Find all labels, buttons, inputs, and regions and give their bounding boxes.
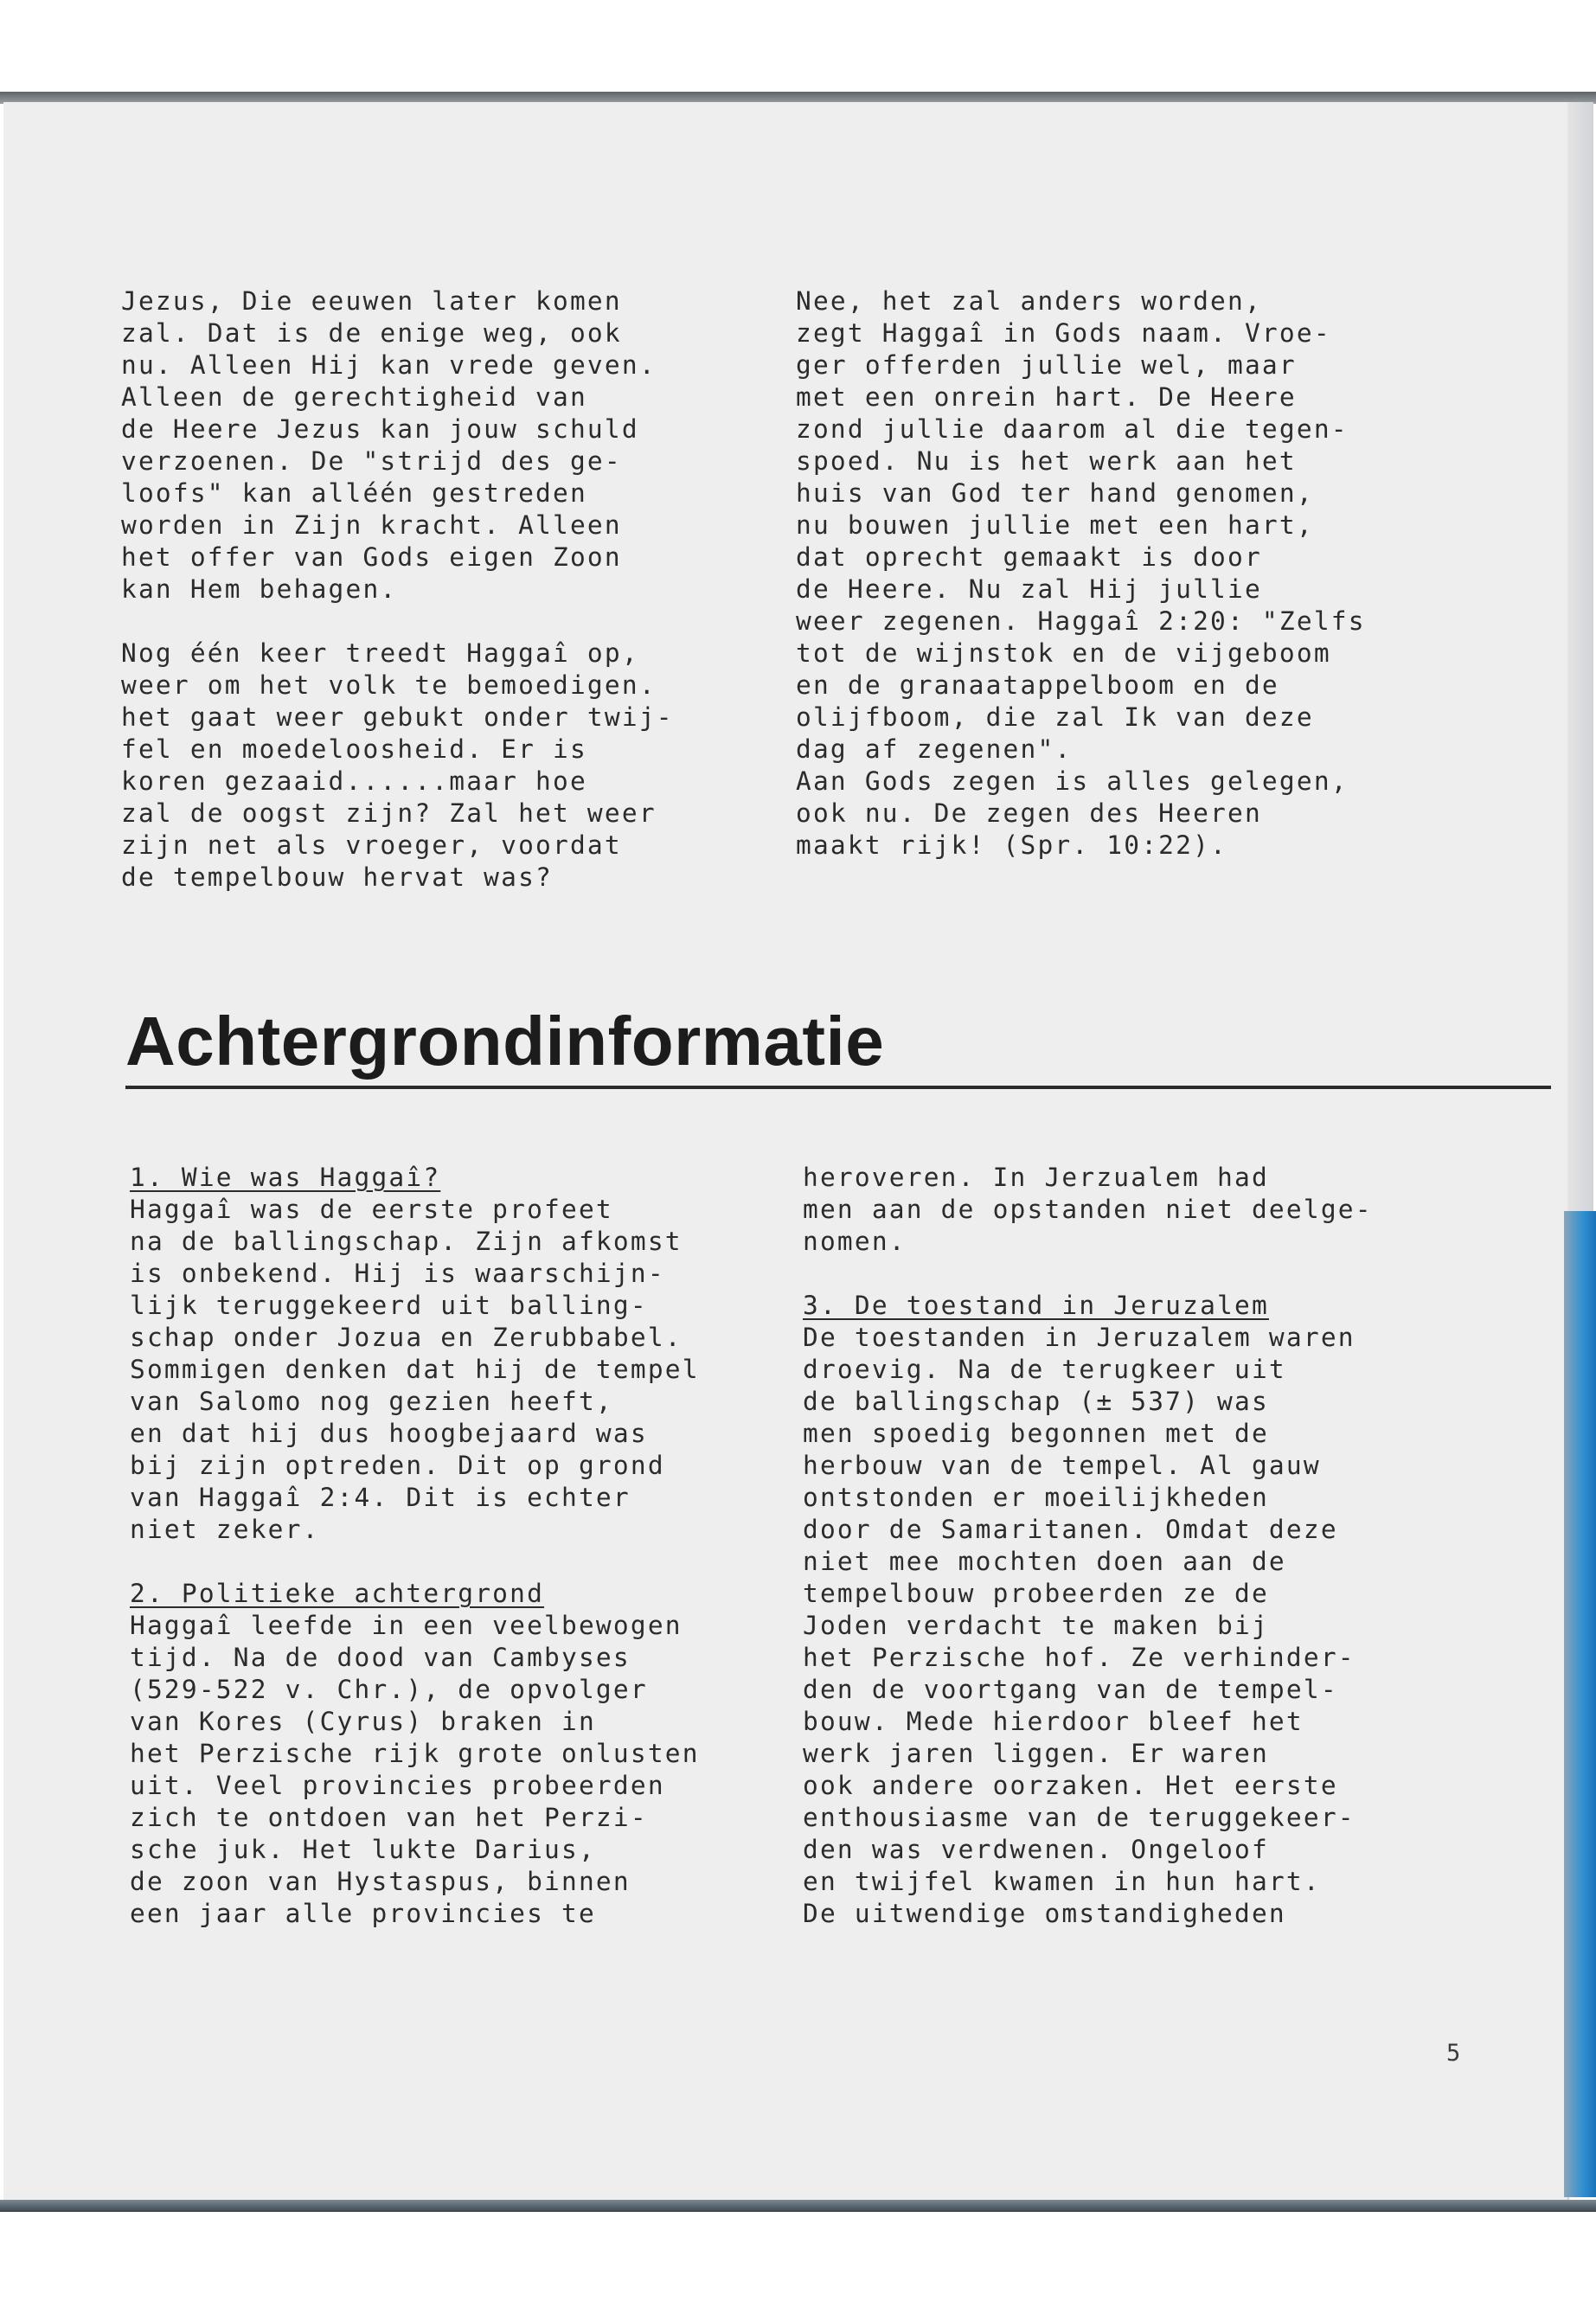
text-line: Aan Gods zegen is alles gelegen, [796, 766, 1349, 796]
text-line: tijd. Na de dood van Cambyses [130, 1643, 631, 1672]
subsection-heading: 2. Politieke achtergrond [130, 1579, 545, 1608]
text-line: zal. Dat is de enige weg, ook [121, 318, 622, 348]
text-line: den was verdwenen. Ongeloof [803, 1835, 1269, 1864]
text-line: het offer van Gods eigen Zoon [121, 542, 622, 572]
paragraph-gap [121, 606, 674, 638]
text-line: loofs" kan alléén gestreden [121, 478, 587, 508]
section-title: Achtergrondinformatie [125, 1003, 885, 1080]
text-line: fel en moedeloosheid. Er is [121, 734, 587, 764]
text-line: worden in Zijn kracht. Alleen [121, 510, 622, 540]
text-line: olijfboom, die zal Ik van deze [796, 702, 1314, 732]
text-line: tempelbouw probeerden ze de [803, 1579, 1269, 1608]
text-line: ook andere oorzaken. Het eerste [803, 1771, 1338, 1800]
text-line: spoed. Nu is het werk aan het [796, 446, 1297, 476]
text-line: weer zegenen. Haggaî 2:20: "Zelfs [796, 606, 1366, 636]
text-line: De uitwendige omstandigheden [803, 1899, 1286, 1928]
text-line: tot de wijnstok en de vijgeboom [796, 638, 1331, 668]
text-line: dag af zegenen". [796, 734, 1073, 764]
text-line: de Heere. Nu zal Hij jullie [796, 574, 1262, 604]
text-line: men aan de opstanden niet deelge- [803, 1195, 1373, 1224]
text-line: het Perzische hof. Ze verhinder- [803, 1643, 1356, 1672]
text-line: ontstonden er moeilijkheden [803, 1483, 1269, 1512]
text-line: zal de oogst zijn? Zal het weer [121, 798, 657, 828]
subsection-heading: 3. De toestand in Jeruzalem [803, 1291, 1269, 1320]
text-line: Jezus, Die eeuwen later komen [121, 286, 622, 316]
text-line: van Kores (Cyrus) braken in [130, 1707, 596, 1736]
text-line: van Haggaî 2:4. Dit is echter [130, 1483, 631, 1512]
text-line: lijk teruggekeerd uit balling- [130, 1291, 648, 1320]
text-line: nomen. [803, 1227, 907, 1256]
text-line: de Heere Jezus kan jouw schuld [121, 414, 639, 444]
text-line: Nog één keer treedt Haggaî op, [121, 638, 639, 668]
text-line: zegt Haggaî in Gods naam. Vroe- [796, 318, 1331, 348]
text-line: zond jullie daarom al die tegen- [796, 414, 1349, 444]
text-line: nu. Alleen Hij kan vrede geven. [121, 350, 657, 380]
text-line: bouw. Mede hierdoor bleef het [803, 1707, 1304, 1736]
text-line: en dat hij dus hoogbejaard was [130, 1419, 648, 1448]
text-line: nu bouwen jullie met een hart, [796, 510, 1314, 540]
text-line: enthousiasme van de teruggekeer- [803, 1803, 1356, 1832]
background-right-column [803, 1162, 1373, 1930]
text-line: het gaat weer gebukt onder twij- [121, 702, 674, 732]
text-line: zijn net als vroeger, voordat [121, 830, 622, 860]
text-line: ook nu. De zegen des Heeren [796, 798, 1262, 828]
text-line: van Salomo nog gezien heeft, [130, 1387, 613, 1416]
top-right-text-column [796, 285, 1366, 862]
text-line: Joden verdacht te maken bij [803, 1611, 1269, 1640]
text-line: Sommigen denken dat hij de tempel [130, 1355, 700, 1384]
text-line: Haggaî was de eerste profeet [130, 1195, 613, 1224]
text-line: de ballingschap (± 537) was [803, 1387, 1269, 1416]
text-line: huis van God ter hand genomen, [796, 478, 1314, 508]
text-line: (529-522 v. Chr.), de opvolger [130, 1675, 648, 1704]
text-line: en twijfel kwamen in hun hart. [803, 1867, 1321, 1896]
page-number: 5 [1446, 2040, 1461, 2067]
text-line: De toestanden in Jeruzalem waren [803, 1323, 1356, 1352]
text-line: Nee, het zal anders worden, [796, 286, 1262, 316]
background-left-column [130, 1162, 700, 1930]
text-line: ger offerden jullie wel, maar [796, 350, 1297, 380]
text-line: schap onder Jozua en Zerubbabel. [130, 1323, 683, 1352]
text-line: droevig. Na de terugkeer uit [803, 1355, 1286, 1384]
text-line: met een onrein hart. De Heere [796, 382, 1297, 412]
paragraph-gap [130, 1546, 700, 1578]
text-line: een jaar alle provincies te [130, 1899, 596, 1928]
text-line: bij zijn optreden. Dit op grond [130, 1451, 665, 1480]
text-line: verzoenen. De "strijd des ge- [121, 446, 622, 476]
subsection-heading: 1. Wie was Haggaî? [130, 1163, 441, 1192]
text-line: zich te ontdoen van het Perzi- [130, 1803, 648, 1832]
page-edge [1567, 102, 1593, 1218]
text-line: en de granaatappelboom en de [796, 670, 1279, 700]
text-line: Haggaî leefde in een veelbewogen [130, 1611, 683, 1640]
text-line: herbouw van de tempel. Al gauw [803, 1451, 1321, 1480]
book-cover-edge [1564, 1211, 1596, 2197]
text-line: werk jaren liggen. Er waren [803, 1739, 1269, 1768]
scan-edge-bottom [0, 2200, 1596, 2212]
text-line: de zoon van Hystaspus, binnen [130, 1867, 631, 1896]
text-line: Alleen de gerechtigheid van [121, 382, 587, 412]
text-line: niet zeker. [130, 1515, 320, 1544]
text-line: koren gezaaid......maar hoe [121, 766, 587, 796]
text-line: weer om het volk te bemoedigen. [121, 670, 657, 700]
paragraph-gap [803, 1258, 1373, 1290]
text-line: dat oprecht gemaakt is door [796, 542, 1262, 572]
text-line: kan Hem behagen. [121, 574, 398, 604]
text-line: heroveren. In Jerzualem had [803, 1163, 1269, 1192]
text-line: na de ballingschap. Zijn afkomst [130, 1227, 683, 1256]
text-line: men spoedig begonnen met de [803, 1419, 1269, 1448]
text-line: niet mee mochten doen aan de [803, 1547, 1286, 1576]
text-line: het Perzische rijk grote onlusten [130, 1739, 700, 1768]
text-line: is onbekend. Hij is waarschijn- [130, 1259, 665, 1288]
text-line: den de voortgang van de tempel- [803, 1675, 1338, 1704]
text-line: uit. Veel provincies probeerden [130, 1771, 665, 1800]
section-title-rule [125, 1086, 1551, 1089]
text-line: de tempelbouw hervat was? [121, 862, 554, 892]
text-line: sche juk. Het lukte Darius, [130, 1835, 596, 1864]
top-left-text-column [121, 285, 674, 894]
text-line: door de Samaritanen. Omdat deze [803, 1515, 1338, 1544]
text-line: maakt rijk! (Spr. 10:22). [796, 830, 1228, 860]
